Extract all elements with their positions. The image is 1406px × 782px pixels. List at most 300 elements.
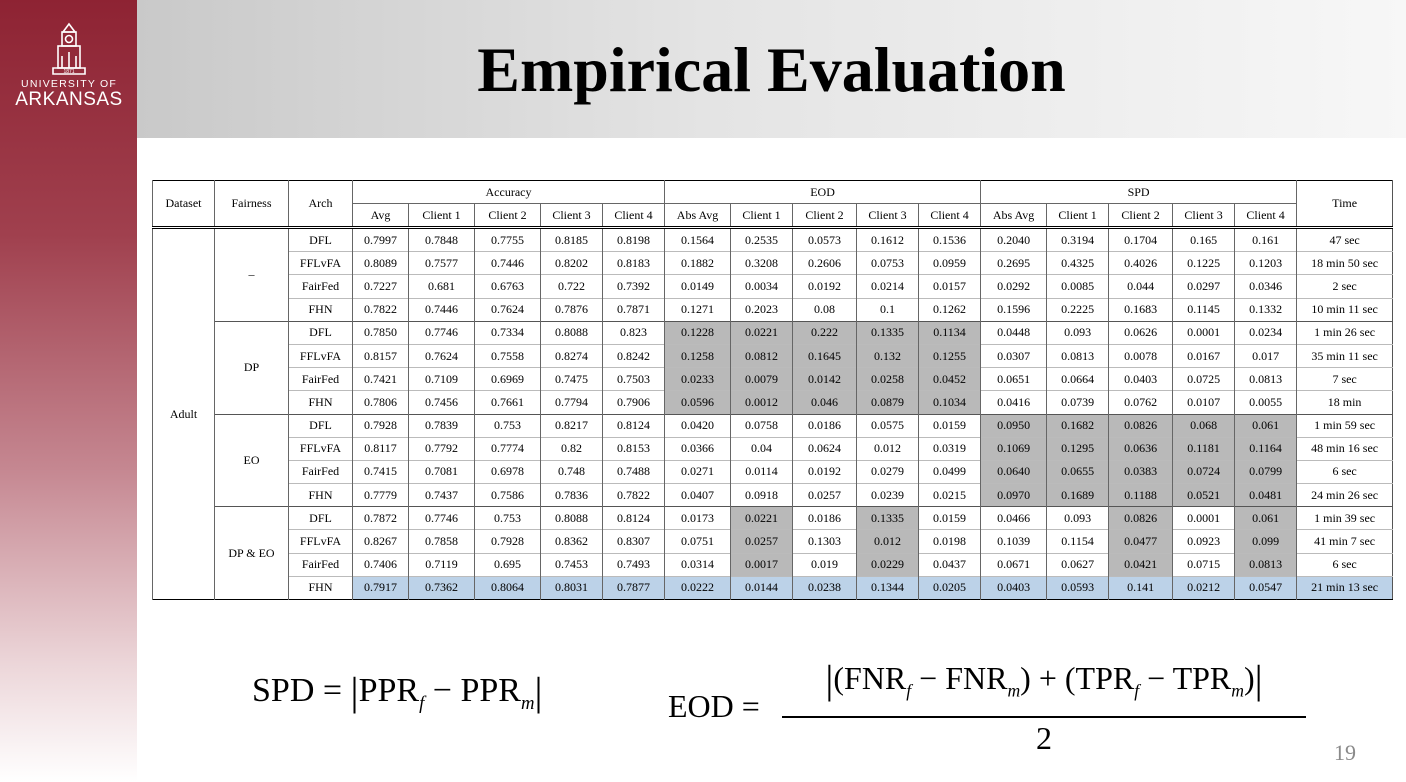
- arch-cell: FairFed: [289, 553, 353, 576]
- arch-cell: FFLvFA: [289, 344, 353, 367]
- results-table-container: [152, 180, 1393, 600]
- value-cell: 0.7906: [603, 391, 665, 414]
- value-cell: 0.061: [1235, 414, 1297, 437]
- value-cell: 0.0448: [981, 321, 1047, 344]
- value-cell: 0.7456: [409, 391, 475, 414]
- value-cell: 0.0257: [793, 484, 857, 507]
- value-cell: 0.0234: [1235, 321, 1297, 344]
- time-cell: 1 min 59 sec: [1297, 414, 1393, 437]
- value-cell: 0.1034: [919, 391, 981, 414]
- value-cell: 0.1228: [665, 321, 731, 344]
- value-cell: 0.7806: [353, 391, 409, 414]
- value-cell: 0.0970: [981, 484, 1047, 507]
- time-cell: 10 min 11 sec: [1297, 298, 1393, 321]
- value-cell: 0.8274: [541, 344, 603, 367]
- value-cell: 0.1295: [1047, 437, 1109, 460]
- results-table: [152, 180, 1393, 600]
- value-cell: 0.7928: [475, 530, 541, 553]
- value-cell: 0.7453: [541, 553, 603, 576]
- value-cell: 0.0142: [793, 368, 857, 391]
- subheader-cell: Client 1: [731, 204, 793, 228]
- seal-year-text: 1871: [63, 69, 75, 75]
- value-cell: 0.0403: [1109, 368, 1173, 391]
- value-cell: 0.7746: [409, 507, 475, 530]
- value-cell: 0.0725: [1173, 368, 1235, 391]
- arch-cell: FHN: [289, 391, 353, 414]
- value-cell: 0.0292: [981, 275, 1047, 298]
- time-cell: 35 min 11 sec: [1297, 344, 1393, 367]
- value-cell: 0.0452: [919, 368, 981, 391]
- value-cell: 0.7779: [353, 484, 409, 507]
- table-row: [153, 275, 1393, 298]
- value-cell: 0.012: [857, 530, 919, 553]
- value-cell: 0.8117: [353, 437, 409, 460]
- value-cell: 0.0626: [1109, 321, 1173, 344]
- value-cell: 0.7109: [409, 368, 475, 391]
- value-cell: 0.0751: [665, 530, 731, 553]
- value-cell: 0.0762: [1109, 391, 1173, 414]
- value-cell: 0.0078: [1109, 344, 1173, 367]
- value-cell: 0.0192: [793, 275, 857, 298]
- value-cell: 0.7624: [409, 344, 475, 367]
- value-cell: 0.7577: [409, 252, 475, 275]
- subheader-cell: Abs Avg: [981, 204, 1047, 228]
- arch-cell: FairFed: [289, 368, 353, 391]
- value-cell: 0.0671: [981, 553, 1047, 576]
- eod-formula-fraction: [782, 656, 1306, 755]
- spd-formula-lhs: SPD =: [252, 672, 343, 709]
- value-cell: 0.8183: [603, 252, 665, 275]
- header-time: Time: [1297, 181, 1393, 228]
- value-cell: 0.0214: [857, 275, 919, 298]
- value-cell: 0.132: [857, 344, 919, 367]
- value-cell: 0.2535: [731, 228, 793, 252]
- header-dataset: Dataset: [153, 181, 215, 228]
- value-cell: 0.1262: [919, 298, 981, 321]
- value-cell: 0.8124: [603, 414, 665, 437]
- value-cell: 0.019: [793, 553, 857, 576]
- value-cell: 0.0314: [665, 553, 731, 576]
- time-cell: 6 sec: [1297, 460, 1393, 483]
- value-cell: 0.0826: [1109, 414, 1173, 437]
- header-arch: Arch: [289, 181, 353, 228]
- value-cell: 0.8307: [603, 530, 665, 553]
- value-cell: 0.0319: [919, 437, 981, 460]
- value-cell: 0.0205: [919, 576, 981, 599]
- fairness-cell: EO: [215, 414, 289, 507]
- value-cell: 0.8242: [603, 344, 665, 367]
- value-cell: 0.7839: [409, 414, 475, 437]
- value-cell: 0.7475: [541, 368, 603, 391]
- value-cell: 0.0001: [1173, 321, 1235, 344]
- value-cell: 0.7794: [541, 391, 603, 414]
- value-cell: 0.1882: [665, 252, 731, 275]
- value-cell: 0.1596: [981, 298, 1047, 321]
- value-cell: 0.0114: [731, 460, 793, 483]
- subheader-cell: Client 1: [1047, 204, 1109, 228]
- arch-cell: DFL: [289, 507, 353, 530]
- table-row: [153, 576, 1393, 599]
- value-cell: 0.7836: [541, 484, 603, 507]
- arch-cell: FFLvFA: [289, 252, 353, 275]
- value-cell: 0.0813: [1047, 344, 1109, 367]
- table-row: [153, 298, 1393, 321]
- value-cell: 0.0627: [1047, 553, 1109, 576]
- value-cell: 0.2695: [981, 252, 1047, 275]
- value-cell: 0.0651: [981, 368, 1047, 391]
- value-cell: 0.1332: [1235, 298, 1297, 321]
- value-cell: 0.1335: [857, 507, 919, 530]
- value-cell: 0.0813: [1235, 368, 1297, 391]
- value-cell: 0.7746: [409, 321, 475, 344]
- value-cell: 0.8064: [475, 576, 541, 599]
- table-row: [153, 391, 1393, 414]
- value-cell: 0.3208: [731, 252, 793, 275]
- spd-formula-term-m: PPR: [460, 672, 521, 709]
- value-cell: 0.0346: [1235, 275, 1297, 298]
- value-cell: 0.8124: [603, 507, 665, 530]
- value-cell: 0.722: [541, 275, 603, 298]
- value-cell: 0.823: [603, 321, 665, 344]
- value-cell: 0.8267: [353, 530, 409, 553]
- value-cell: 0.1134: [919, 321, 981, 344]
- results-table-body: [153, 228, 1393, 600]
- header-accuracy: Accuracy: [353, 181, 665, 204]
- value-cell: 0.0640: [981, 460, 1047, 483]
- value-cell: 0.0157: [919, 275, 981, 298]
- value-cell: 0.1154: [1047, 530, 1109, 553]
- value-cell: 0.0107: [1173, 391, 1235, 414]
- time-cell: 41 min 7 sec: [1297, 530, 1393, 553]
- value-cell: 0.0799: [1235, 460, 1297, 483]
- table-row: [153, 252, 1393, 275]
- value-cell: 0.4026: [1109, 252, 1173, 275]
- value-cell: 0.7362: [409, 576, 475, 599]
- value-cell: 0.0596: [665, 391, 731, 414]
- university-line1: UNIVERSITY OF: [21, 78, 117, 90]
- value-cell: 0.8088: [541, 507, 603, 530]
- value-cell: 0.7876: [541, 298, 603, 321]
- value-cell: 0.1225: [1173, 252, 1235, 275]
- value-cell: 0.7917: [353, 576, 409, 599]
- value-cell: 0.0521: [1173, 484, 1235, 507]
- page-title: Empirical Evaluation: [477, 34, 1066, 105]
- spd-formula: SPD = $|PPR_f - PPR_m|$: [252, 669, 543, 714]
- value-cell: 0.0307: [981, 344, 1047, 367]
- value-cell: 0.093: [1047, 321, 1109, 344]
- value-cell: 0.0034: [731, 275, 793, 298]
- table-row: [153, 437, 1393, 460]
- value-cell: 0.141: [1109, 576, 1173, 599]
- eod-formula-lhs: EOD =: [668, 688, 760, 724]
- value-cell: 0.8089: [353, 252, 409, 275]
- value-cell: 0.2023: [731, 298, 793, 321]
- time-cell: 24 min 26 sec: [1297, 484, 1393, 507]
- value-cell: 0.1612: [857, 228, 919, 252]
- value-cell: 0.0085: [1047, 275, 1109, 298]
- subheader-cell: Client 3: [541, 204, 603, 228]
- value-cell: 0.7493: [603, 553, 665, 576]
- value-cell: 0.0149: [665, 275, 731, 298]
- value-cell: 0.7928: [353, 414, 409, 437]
- value-cell: 0.3194: [1047, 228, 1109, 252]
- subheader-cell: Abs Avg: [665, 204, 731, 228]
- arch-cell: FHN: [289, 484, 353, 507]
- value-cell: 0.748: [541, 460, 603, 483]
- value-cell: 0.0664: [1047, 368, 1109, 391]
- arch-cell: DFL: [289, 414, 353, 437]
- table-row: [153, 530, 1393, 553]
- value-cell: 0.0383: [1109, 460, 1173, 483]
- arch-cell: FairFed: [289, 275, 353, 298]
- value-cell: 0.2040: [981, 228, 1047, 252]
- value-cell: 0.1645: [793, 344, 857, 367]
- table-row: [153, 321, 1393, 344]
- value-cell: 0.1271: [665, 298, 731, 321]
- value-cell: 0.7624: [475, 298, 541, 321]
- value-cell: 0.7488: [603, 460, 665, 483]
- value-cell: 0.0186: [793, 414, 857, 437]
- value-cell: 0.4325: [1047, 252, 1109, 275]
- value-cell: 0.0813: [1235, 553, 1297, 576]
- time-cell: 21 min 13 sec: [1297, 576, 1393, 599]
- value-cell: 0.0573: [793, 228, 857, 252]
- value-cell: 0.2225: [1047, 298, 1109, 321]
- subheader-cell: Client 2: [793, 204, 857, 228]
- value-cell: 0.1258: [665, 344, 731, 367]
- dataset-cell: Adult: [153, 228, 215, 600]
- value-cell: 0.0879: [857, 391, 919, 414]
- value-cell: 0.0416: [981, 391, 1047, 414]
- value-cell: 0.1344: [857, 576, 919, 599]
- value-cell: 0.7119: [409, 553, 475, 576]
- value-cell: 0.8217: [541, 414, 603, 437]
- table-row: [153, 414, 1393, 437]
- value-cell: 0.6969: [475, 368, 541, 391]
- value-cell: 0.0222: [665, 576, 731, 599]
- value-cell: 0.0724: [1173, 460, 1235, 483]
- value-cell: 0.7997: [353, 228, 409, 252]
- value-cell: 0.7415: [353, 460, 409, 483]
- value-cell: 0.0212: [1173, 576, 1235, 599]
- value-cell: 0.061: [1235, 507, 1297, 530]
- value-cell: 0.7877: [603, 576, 665, 599]
- value-cell: 0.012: [857, 437, 919, 460]
- value-cell: 0.7850: [353, 321, 409, 344]
- arch-cell: DFL: [289, 321, 353, 344]
- value-cell: 0.0547: [1235, 576, 1297, 599]
- value-cell: 0.8198: [603, 228, 665, 252]
- value-cell: 0.0221: [731, 507, 793, 530]
- arch-cell: FHN: [289, 298, 353, 321]
- value-cell: 0.7392: [603, 275, 665, 298]
- value-cell: 0.161: [1235, 228, 1297, 252]
- value-cell: 0.0407: [665, 484, 731, 507]
- value-cell: 0.0017: [731, 553, 793, 576]
- value-cell: 0.068: [1173, 414, 1235, 437]
- subheader-cell: Client 4: [1235, 204, 1297, 228]
- value-cell: 0.04: [731, 437, 793, 460]
- value-cell: 0.0186: [793, 507, 857, 530]
- value-cell: 0.7872: [353, 507, 409, 530]
- value-cell: 0.0421: [1109, 553, 1173, 576]
- value-cell: 0.2606: [793, 252, 857, 275]
- fairness-cell: DP & EO: [215, 507, 289, 600]
- value-cell: 0.0466: [981, 507, 1047, 530]
- value-cell: 0.7446: [475, 252, 541, 275]
- value-cell: 0.8362: [541, 530, 603, 553]
- value-cell: 0.753: [475, 507, 541, 530]
- value-cell: 0.1255: [919, 344, 981, 367]
- value-cell: 0.0403: [981, 576, 1047, 599]
- value-cell: 0.1564: [665, 228, 731, 252]
- value-cell: 0.0192: [793, 460, 857, 483]
- time-cell: 48 min 16 sec: [1297, 437, 1393, 460]
- time-cell: 2 sec: [1297, 275, 1393, 298]
- university-logo: [12, 22, 126, 110]
- value-cell: 0.0271: [665, 460, 731, 483]
- arch-cell: FFLvFA: [289, 530, 353, 553]
- value-cell: 0.093: [1047, 507, 1109, 530]
- value-cell: 0.0229: [857, 553, 919, 576]
- value-cell: 0.7848: [409, 228, 475, 252]
- table-row: [153, 507, 1393, 530]
- value-cell: 0.7586: [475, 484, 541, 507]
- value-cell: 0.0198: [919, 530, 981, 553]
- value-cell: 0.8031: [541, 576, 603, 599]
- value-cell: 0.7334: [475, 321, 541, 344]
- value-cell: 0.8153: [603, 437, 665, 460]
- value-cell: 0.0739: [1047, 391, 1109, 414]
- value-cell: 0.7774: [475, 437, 541, 460]
- value-cell: 0.0655: [1047, 460, 1109, 483]
- value-cell: 0.0238: [793, 576, 857, 599]
- value-cell: 0.0297: [1173, 275, 1235, 298]
- value-cell: 0.0079: [731, 368, 793, 391]
- value-cell: 0.0950: [981, 414, 1047, 437]
- value-cell: 0.0918: [731, 484, 793, 507]
- value-cell: 0.7822: [603, 484, 665, 507]
- value-cell: 0.0481: [1235, 484, 1297, 507]
- value-cell: 0.0477: [1109, 530, 1173, 553]
- value-cell: 0.82: [541, 437, 603, 460]
- value-cell: 0.0753: [857, 252, 919, 275]
- value-cell: 0.0258: [857, 368, 919, 391]
- value-cell: 0.7437: [409, 484, 475, 507]
- value-cell: 0.0167: [1173, 344, 1235, 367]
- value-cell: 0.046: [793, 391, 857, 414]
- value-cell: 0.1: [857, 298, 919, 321]
- value-cell: 0.1164: [1235, 437, 1297, 460]
- value-cell: 0.222: [793, 321, 857, 344]
- value-cell: 0.6978: [475, 460, 541, 483]
- arch-cell: DFL: [289, 228, 353, 252]
- value-cell: 0.0624: [793, 437, 857, 460]
- value-cell: 0.0715: [1173, 553, 1235, 576]
- arch-cell: FFLvFA: [289, 437, 353, 460]
- table-row: [153, 460, 1393, 483]
- value-cell: 0.0593: [1047, 576, 1109, 599]
- value-cell: 0.7871: [603, 298, 665, 321]
- subheader-cell: Client 4: [919, 204, 981, 228]
- value-cell: 0.0826: [1109, 507, 1173, 530]
- value-cell: 0.1188: [1109, 484, 1173, 507]
- eod-formula-denominator: 2: [1036, 719, 1052, 756]
- value-cell: 0.08: [793, 298, 857, 321]
- value-cell: 0.1303: [793, 530, 857, 553]
- value-cell: 0.1069: [981, 437, 1047, 460]
- value-cell: 0.7503: [603, 368, 665, 391]
- fairness-cell: DP: [215, 321, 289, 414]
- value-cell: 0.1689: [1047, 484, 1109, 507]
- subheader-cell: Client 2: [475, 204, 541, 228]
- value-cell: 0.165: [1173, 228, 1235, 252]
- value-cell: 0.1181: [1173, 437, 1235, 460]
- arch-cell: FairFed: [289, 460, 353, 483]
- value-cell: 0.1203: [1235, 252, 1297, 275]
- arch-cell: FHN: [289, 576, 353, 599]
- value-cell: 0.0758: [731, 414, 793, 437]
- value-cell: 0.7421: [353, 368, 409, 391]
- table-row: [153, 344, 1393, 367]
- header-fairness: Fairness: [215, 181, 289, 228]
- time-cell: 18 min 50 sec: [1297, 252, 1393, 275]
- table-row: [153, 553, 1393, 576]
- value-cell: 0.1145: [1173, 298, 1235, 321]
- subheader-cell: Client 3: [1173, 204, 1235, 228]
- value-cell: 0.7081: [409, 460, 475, 483]
- page-number: 19: [1334, 740, 1356, 765]
- header-eod: EOD: [665, 181, 981, 204]
- value-cell: 0.0001: [1173, 507, 1235, 530]
- time-cell: 1 min 26 sec: [1297, 321, 1393, 344]
- value-cell: 0.0257: [731, 530, 793, 553]
- value-cell: 0.8088: [541, 321, 603, 344]
- value-cell: 0.6763: [475, 275, 541, 298]
- old-main-tower-icon: [49, 22, 89, 76]
- value-cell: 0.0012: [731, 391, 793, 414]
- value-cell: 0.1536: [919, 228, 981, 252]
- value-cell: 0.7227: [353, 275, 409, 298]
- value-cell: 0.8185: [541, 228, 603, 252]
- university-line2: ARKANSAS: [15, 89, 123, 110]
- value-cell: 0.044: [1109, 275, 1173, 298]
- value-cell: 0.7822: [353, 298, 409, 321]
- table-row: [153, 368, 1393, 391]
- time-cell: 1 min 39 sec: [1297, 507, 1393, 530]
- value-cell: 0.7558: [475, 344, 541, 367]
- table-row: [153, 228, 1393, 252]
- value-cell: 0.0437: [919, 553, 981, 576]
- table-row: [153, 484, 1393, 507]
- time-cell: 18 min: [1297, 391, 1393, 414]
- value-cell: 0.0159: [919, 414, 981, 437]
- time-cell: 7 sec: [1297, 368, 1393, 391]
- header-spd: SPD: [981, 181, 1297, 204]
- value-cell: 0.1335: [857, 321, 919, 344]
- time-cell: 47 sec: [1297, 228, 1393, 252]
- value-cell: 0.0420: [665, 414, 731, 437]
- value-cell: 0.017: [1235, 344, 1297, 367]
- value-cell: 0.8202: [541, 252, 603, 275]
- value-cell: 0.0144: [731, 576, 793, 599]
- value-cell: 0.1683: [1109, 298, 1173, 321]
- eod-fraction-bar: [782, 716, 1306, 718]
- value-cell: 0.7755: [475, 228, 541, 252]
- value-cell: 0.0279: [857, 460, 919, 483]
- fairness-cell: –: [215, 228, 289, 322]
- value-cell: 0.0636: [1109, 437, 1173, 460]
